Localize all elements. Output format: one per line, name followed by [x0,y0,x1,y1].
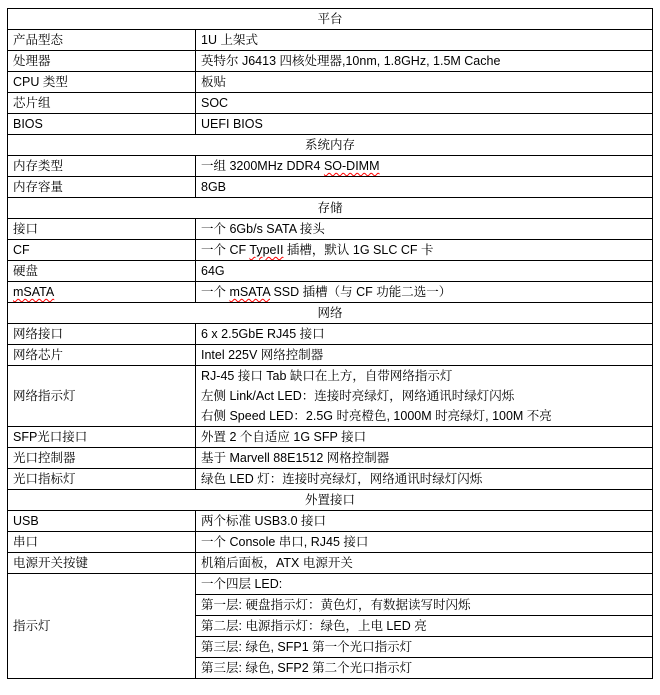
spec-label-cell[interactable] [8,177,196,198]
spec-value-cell[interactable] [196,427,653,448]
misspelled-text: TypeII [249,243,284,257]
spec-label-cell[interactable] [8,427,196,448]
spec-label-cell[interactable] [8,114,196,135]
spec-value-cell[interactable] [196,553,653,574]
spec-value-cell[interactable] [196,240,653,261]
spec-value-cell[interactable] [196,282,653,303]
section-header-row [8,9,653,30]
text-part: 光口控制器 [13,451,76,465]
spec-label-cell[interactable] [8,448,196,469]
section-header-row [8,490,653,511]
spec-value-cell[interactable] [196,345,653,366]
spec-table-body [8,9,653,679]
spec-label-cell[interactable] [8,469,196,490]
text-part: 外置 2 个自适应 1G SFP 接口 [201,430,367,444]
section-header-cell[interactable]: 网络 [8,303,653,324]
spec-value-cell[interactable] [196,637,653,658]
text-part: 1U 上架式 [201,33,258,47]
section-header-row [8,198,653,219]
text-part: 第三层: 绿色, SFP2 第二个光口指示灯 [201,661,413,675]
text-part: 产品型态 [13,33,64,47]
value-line [196,406,652,426]
spec-label-cell[interactable] [8,93,196,114]
section-header-cell[interactable]: 系统内存 [8,135,653,156]
text-part: BIOS [13,117,43,131]
text-part: 基于 Marvell 88E1512 网格控制器 [201,451,390,465]
spec-value-cell[interactable] [196,51,653,72]
spec-value-cell[interactable] [196,574,653,595]
spec-value-cell[interactable] [196,469,653,490]
spec-row [8,282,653,303]
spec-label-cell[interactable] [8,553,196,574]
section-header-cell[interactable]: 存储 [8,198,653,219]
spec-row [8,72,653,93]
text-part: 处理器 [13,54,51,68]
text-part: 两个标准 USB3.0 接口 [201,514,327,528]
spec-row [8,93,653,114]
spec-label-cell[interactable] [8,156,196,177]
spec-label-cell[interactable] [8,574,196,679]
spec-label-cell[interactable] [8,30,196,51]
value-line [196,386,652,406]
text-part: SFP光口接口 [13,430,88,444]
text-part: 电源开关按键 [13,556,89,570]
text-part: 网络指示灯 [13,389,76,403]
spec-row [8,553,653,574]
text-part: 一个 Console 串口, RJ45 接口 [201,535,369,549]
spec-value-cell[interactable] [196,324,653,345]
spec-label-cell[interactable] [8,282,196,303]
text-part: 64G [201,264,225,278]
spec-value-cell[interactable] [196,616,653,637]
text-part: 第一层: 硬盘指示灯：黄色灯，有数据读写时闪烁 [201,598,471,612]
spec-label-cell[interactable] [8,219,196,240]
spec-row [8,427,653,448]
text-part: 一个 6Gb/s SATA 接头 [201,222,325,236]
spec-label-cell[interactable] [8,532,196,553]
spec-row [8,366,653,427]
spec-row [8,324,653,345]
text-part: 左侧 Link/Act LED：连接时亮绿灯，网络通讯时绿灯闪烁 [201,389,515,403]
spec-row [8,240,653,261]
spec-label-cell[interactable] [8,240,196,261]
spec-row [8,448,653,469]
text-part: 一个 CF [201,243,250,257]
spec-row [8,51,653,72]
text-part: 板贴 [201,75,227,89]
text-part: CF [13,243,30,257]
spec-value-cell[interactable] [196,532,653,553]
spec-label-cell[interactable] [8,324,196,345]
spec-row [8,345,653,366]
text-part: SOC [201,96,229,110]
spec-value-cell[interactable] [196,448,653,469]
text-part: 内存类型 [13,159,64,173]
text-part: 右侧 Speed LED：2.5G 时亮橙色, 1000M 时亮绿灯, 100M 不亮 [201,409,552,423]
text-part: 第二层: 电源指示灯：绿色，上电 LED 亮 [201,619,427,633]
text-part: 英特尔 J6413 四核处理器,10nm, 1.8GHz, 1.5M Cache [201,54,501,68]
section-header-row [8,303,653,324]
misspelled-text: mSATA [229,285,270,299]
spec-row [8,532,653,553]
text-part: RJ-45 接口 Tab 缺口在上方，自带网络指示灯 [201,369,453,383]
text-part: 接口 [13,222,39,236]
spec-label-cell[interactable] [8,72,196,93]
spec-value-cell[interactable] [196,156,653,177]
section-header-cell[interactable]: 平台 [8,9,653,30]
spec-value-cell[interactable] [196,177,653,198]
text-part: 8GB [201,180,227,194]
spec-label-cell[interactable] [8,51,196,72]
text-part: 一组 3200MHz DDR4 [201,159,324,173]
text-part: 一个 [201,285,230,299]
spec-value-cell[interactable] [196,93,653,114]
spec-row [8,156,653,177]
spec-value-cell[interactable] [196,261,653,282]
spec-table [7,8,653,679]
spec-row [8,469,653,490]
text-part: 光口指标灯 [13,472,76,486]
text-part: CPU 类型 [13,75,68,89]
spec-value-cell[interactable] [196,511,653,532]
text-part: 内存容量 [13,180,64,194]
text-part: 插槽，默认 1G SLC CF 卡 [283,243,434,257]
spec-row [8,511,653,532]
text-part: 第三层: 绿色, SFP1 第一个光口指示灯 [201,640,413,654]
text-part: 网络接口 [13,327,64,341]
section-header-cell[interactable]: 外置接口 [8,490,653,511]
spec-row [8,30,653,51]
spec-row [8,177,653,198]
text-part: 串口 [13,535,39,549]
text-part: USB [13,514,39,528]
spec-label-cell[interactable] [8,345,196,366]
spec-value-cell[interactable] [196,219,653,240]
spec-row [8,114,653,135]
text-part: 指示灯 [13,619,51,633]
spec-value-cell[interactable] [196,30,653,51]
spec-value-cell[interactable] [196,595,653,616]
text-part: 芯片组 [13,96,51,110]
text-part: 硬盘 [13,264,39,278]
spec-row [8,261,653,282]
misspelled-text: mSATA [13,285,55,299]
text-part: UEFI BIOS [201,117,263,131]
text-part: Intel 225V 网络控制器 [201,348,324,362]
spec-row [8,219,653,240]
spec-label-cell[interactable] [8,366,196,427]
value-line [196,366,652,386]
spec-label-cell[interactable] [8,261,196,282]
text-part: 网络芯片 [13,348,64,362]
spec-value-cell[interactable] [196,114,653,135]
text-part: 6 x 2.5GbE RJ45 接口 [201,327,325,341]
spec-value-cell[interactable] [196,366,653,427]
misspelled-text: SO-DIMM [323,159,380,173]
spec-value-cell[interactable] [196,658,653,679]
text-part: 机箱后面板，ATX 电源开关 [201,556,353,570]
text-part: SSD 插槽（与 CF 功能二选一） [270,285,452,299]
section-header-row [8,135,653,156]
spec-label-cell[interactable] [8,511,196,532]
text-part: 绿色 LED 灯：连接时亮绿灯，网络通讯时绿灯闪烁 [201,472,483,486]
spec-row [8,574,653,595]
spec-value-cell[interactable] [196,72,653,93]
text-part: 一个四层 LED: [201,577,283,591]
